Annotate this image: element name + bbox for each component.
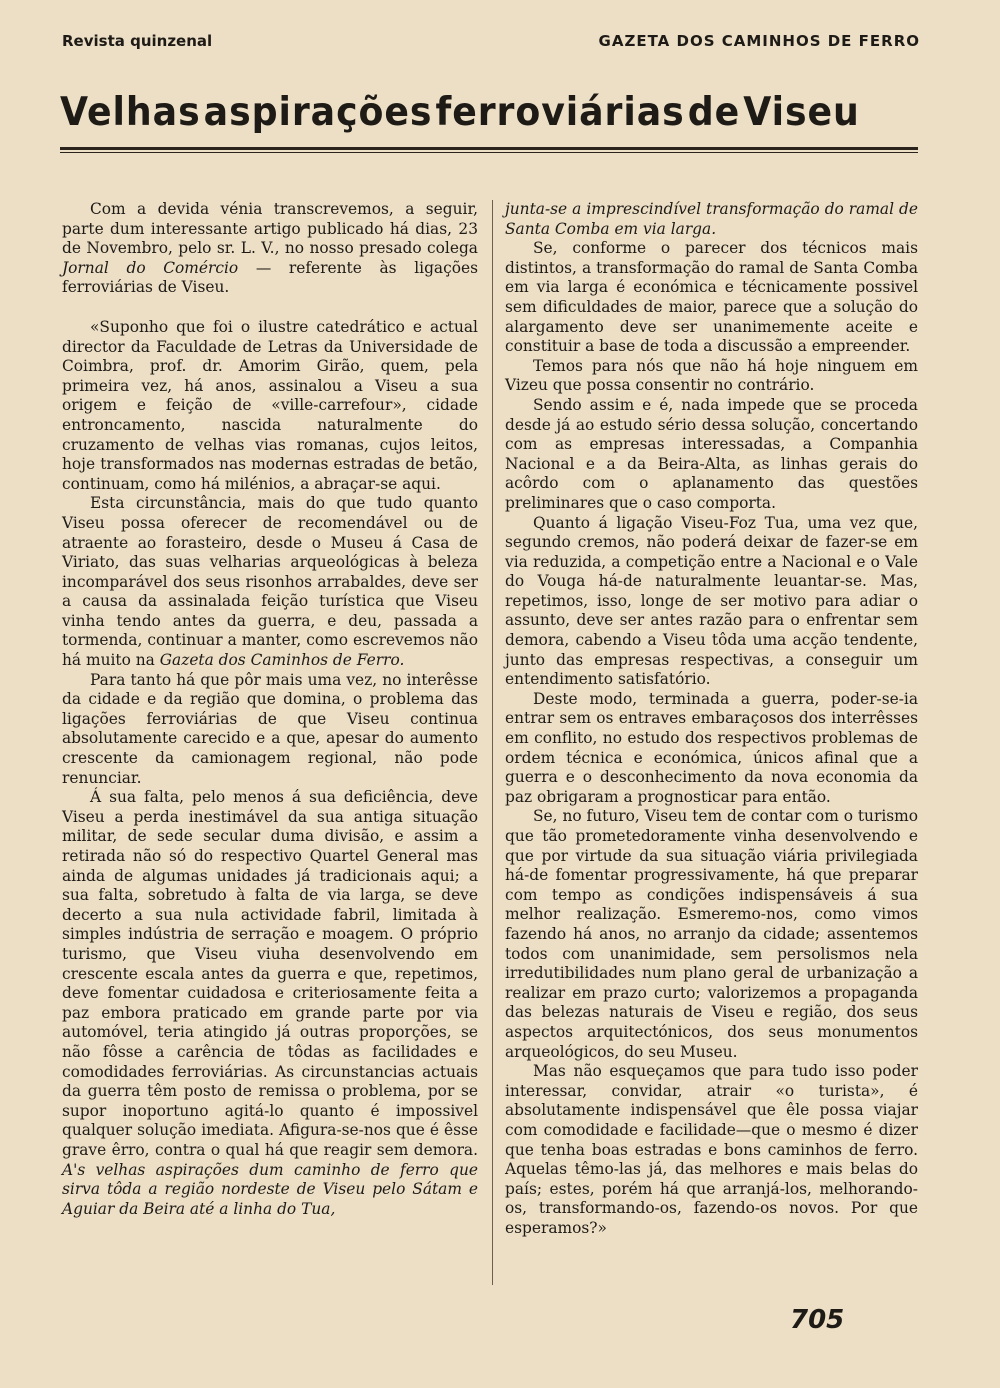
italic-emphasis: A's velhas aspirações dum caminho de ferro que sirva tôda a região nordeste de Viseu pelo Sátam e Aguiar da Beira até a linha do Tua, <box>62 1160 478 1218</box>
title-word: ferroviárias <box>435 90 685 135</box>
paragraph: Sendo assim e é, nada impede que se proceda desde já ao estudo sério dessa solução, concertando com as empresas interessadas, a Companhia Nacional e a da Beira-Alta, as linhas gerais do acôrdo com o aplanamento das questões preliminares que o caso comporta. <box>505 395 918 512</box>
title-word: aspirações <box>203 90 433 135</box>
paragraph: Temos para nós que não há hoje ninguem em Vizeu que possa consentir no contrário. <box>505 356 918 395</box>
paragraph: «Suponho que foi o ilustre catedrático e actual director da Faculdade de Letras da Universidade de Coimbra, prof. dr. Amorim Girão, quem, pela primeira vez, há anos, assinalou a Viseu a sua origem e feição de «ville-carrefour», cidade entroncamento, nascida naturalmente do cruzamento de velhas vias romanas, cujos leitos, hoje transformados nas modernas estradas de betão, continuam, como há milénios, a abraçar-se aqui. <box>62 317 478 493</box>
paragraph: Esta circunstância, mais do que tudo quanto Viseu possa oferecer de recomendável ou de atraente ao forasteiro, desde o Museu á Casa de Viriato, das suas velharias arqueológicas à beleza incomparável dos seus risonhos arrabaldes, deve ser a causa da assinalada feição turística que Viseu vinha tendo antes da guerra, e deu, passada a tormenda, continuar a manter, como escrevemos não há muito na Gazeta dos Caminhos de Ferro. <box>62 494 478 670</box>
intro-paragraph: Com a devida vénia transcrevemos, a seguir, parte dum interessante artigo publicado há dias, 23 de Novembro, pelo sr. L. V., no nosso presado colega Jornal do Comércio — referente às ligações ferroviárias de Viseu. <box>62 200 478 297</box>
continued-italic-text: junta-se a imprescindível transformação do ramal de Santa Comba em via larga. <box>505 200 918 238</box>
paragraph: Quanto á ligação Viseu-Foz Tua, uma vez que, segundo cremos, não poderá deixar de fazer-se em via reduzida, a competição entre a Nacional e o Vale do Vouga há-de naturalmente leuantar-se. Mas, repetimos, isso, longe de ser motivo para adiar o assunto, deve ser antes razão para o enfrentar sem demora, cabendo a Viseu tôda uma acção tendente, junto das empresas respectivas, a conseguir um entendimento satisfatório. <box>505 513 918 689</box>
title-word: de <box>687 90 741 135</box>
header-right: GAZETA DOS CAMINHOS DE FERRO <box>598 32 920 50</box>
paragraph: Se, conforme o parecer dos técnicos mais distintos, a transformação do ramal de Santa Comba em via larga é económica e técnicamente possivel sem dificuldades de maior, parece que a solução do alargamento deve ser unanimemente aceite e constituir a base de toda a discussão a empreender. <box>505 239 918 356</box>
paragraph: Deste modo, terminada a guerra, poder-se-ia entrar sem os entraves embaraçosos dos interrêsses em conflito, no estudo dos respectivos problemas de ordem técnica e económica, únicos afinal que a guerra e o desconhecimento da nova economia da paz obrigaram a prognosticar para então. <box>505 689 918 806</box>
right-column <box>505 200 918 1238</box>
paragraph: Se, no futuro, Viseu tem de contar com o turismo que tão prometedoramente vinha desenvolvendo e que por virtude da sua situação viária privilegiada há-de fomentar progressivamente, há que preparar com tempo as condições indispensáveis á sua melhor realização. Esmeremo-nos, como vimos fazendo há anos, no arranjo da cidade; assentemos todos com unanimidade, sem persolismos nela irredutibilidades num plano geral de urbanização a realizar em prazo curto; valorizemos a propaganda das belezas naturais de Viseu e região, dos seus aspectos arquitectónicos, dos seus monumentos arqueológicos, do seu Museu. <box>505 807 918 1061</box>
paragraph: Para tanto há que pôr mais uma vez, no interêsse da cidade e da região que domina, o problema das ligações ferroviárias de que Viseu continua absolutamente carecido e a que, apesar do aumento crescente da camionagem regional, não pode renunciar. <box>62 670 478 787</box>
page-number: 705 <box>790 1305 845 1335</box>
publication-name: Gazeta dos Caminhos de Ferro. <box>159 651 405 670</box>
title-word: Viseu <box>743 90 860 135</box>
paragraph: Á sua falta, pelo menos á sua deficiência, deve Viseu a perda inestimável da sua antiga situação militar, de sede secular duma divisão, e assim a retirada não só do respectivo Quartel General mas ainda de algumas unidades já tradicionais aqui; a sua falta, sobretudo à falta de via larga, se deve decerto a sua nula actividade fabril, limitada à simples indústria de serração e moagem. O próprio turismo, que Viseu viuha desenvolvendo em crescente escala antes da guerra e que, repetimos, deve fomentar cuidadosa e criteriosamente feita a paz embora praticado em grande parte por via automóvel, teria atingido já outras proporções, se não fôsse a carência de tôdas as facilidades e comodidades ferroviárias. As circunstancias actuais da guerra têm posto de remissa o problema, por se supor inoportuno agitá-lo quanto é impossivel qualquer solução imediata. Afigura-se-nos que é êsse grave êrro, contra o qual há que reagir sem demora. A's velhas aspirações dum caminho de ferro que sirva tôda a região nordeste de Viseu pelo Sátam e Aguiar da Beira até a linha do Tua, <box>62 788 478 1218</box>
title-rule-thick <box>60 147 918 150</box>
paragraph: Mas não esqueçamos que para tudo isso poder interessar, convidar, atrair «o turista», é absolutamente indispensável que êle possa viajar com comodidade e facilidade—que o mesmo é dizer que tenha boas estradas e bons caminhos de ferro. Aquelas têmo-las já, das melhores e mais belas do país; estes, porém há que arranjá-los, melhorando-os, transformando-os, fazendo-os novos. Por que esperamos?» <box>505 1062 918 1237</box>
article-title <box>60 90 860 135</box>
title-rule-thin <box>60 152 918 153</box>
header-left: Revista quinzenal <box>62 32 213 50</box>
left-column <box>62 200 478 1219</box>
newspaper-name: Jornal do Comércio <box>62 258 239 277</box>
title-word: Velhas <box>60 90 201 135</box>
column-divider <box>492 200 493 1285</box>
